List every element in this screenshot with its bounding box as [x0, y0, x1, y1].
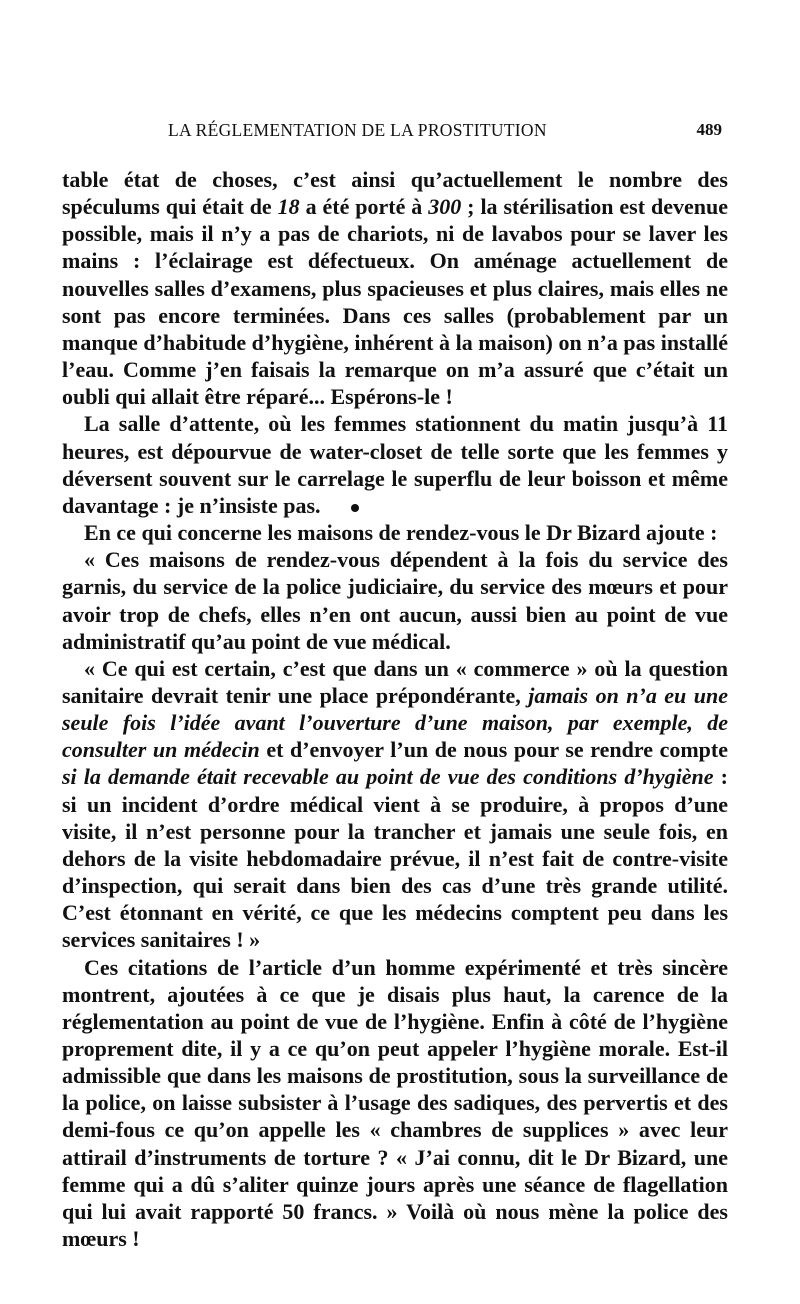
- page-number: 489: [696, 120, 722, 139]
- paragraph-5-text-c: : si un incident d’ordre médical vient à se produire, à propos d’une visite, il n’est personne pour la trancher et jamais une seule fois, en dehors de la visite hebdomadaire prévue, il n’est fait de contre-visite d’inspection, qui serait dans bien des cas d’une très grande utilité. C’est étonnant en vérité, ce que les médecins comptent peu dans les services sanitaires ! »: [62, 764, 728, 953]
- ink-dot: [351, 504, 359, 512]
- paragraph-2-text: La salle d’attente, où les femmes stationnent du matin jusqu’à 11 heures, est dépourvue de water-closet de telle sorte que les femmes y déversent souvent sur le carrelage le superflu de leur boisson et même davantage : je n’insiste pas.: [62, 411, 728, 518]
- paragraph-1-text-a: table état de choses, c’est ainsi qu’actuellement le nombre des spéculums qui était de: [62, 167, 728, 220]
- paragraph-5-italic-b: si la demande était recevable au point de vue des conditions d’hygiène: [62, 764, 714, 790]
- paragraph-5-text-a: « Ce qui est certain, c’est que dans un « commerce » où la question sanitaire devrait tenir une place prépondérante,: [62, 655, 728, 708]
- paragraph-1: [62, 166, 728, 410]
- paragraph-1-text-b: a été porté à: [299, 194, 429, 220]
- paragraph-1-number-b: 300: [428, 194, 462, 220]
- running-head: [62, 120, 722, 144]
- paragraph-1-text-c: ; la stérilisation est devenue possible, mais il n’y a pas de chariots, ni de lavabos pour se laver les mains : l’éclairage est défectueux. On aménage actuellement de nouvelles salles d’examens, plus spacieuses et plus claires, mais elles ne sont pas encore terminées. Dans ces salles (probablement par un manque d’habitude d’hygiène, inhérent à la maison) on n’a pas installé l’eau. Comme j’en faisais la remarque on m’a assuré que c’était un oubli qui allait être réparé... Espérons-le !: [62, 194, 728, 410]
- running-title: LA RÉGLEMENTATION DE LA PROSTITUTION: [168, 120, 547, 140]
- paragraph-5-text-b: et d’envoyer l’un de nous pour se rendre compte: [259, 737, 728, 763]
- paragraph-1-number-a: 18: [277, 194, 300, 220]
- paragraph-5-italic-a: jamais on n’a eu une seule fois l’idée avant l’ouverture d’une maison, par exemple, de consulter un médecin: [62, 682, 728, 763]
- paragraph-2: [62, 410, 728, 519]
- paragraph-6: Ces citations de l’article d’un homme expérimenté et très sincère montrent, ajoutées à ce que je disais plus haut, la carence de la réglementation au point de vue de l’hygiène. Enfin à côté de l’hygiène proprement dite, il y a ce qu’on peut appeler l’hygiène morale. Est-il admissible que dans les maisons de prostitution, sous la surveillance de la police, on laisse subsister à l’usage des sadiques, des pervertis et des demi-fous ce qu’on appelle les « chambres de supplices » avec leur attirail d’instruments de torture ? « J’ai connu, dit le Dr Bizard, une femme qui a dû s’aliter quinze jours après une séance de flagellation qui lui avait rapporté 50 francs. » Voilà où nous mène la police des mœurs !: [62, 954, 728, 1252]
- body-text: [62, 166, 728, 1252]
- paragraph-5: [62, 655, 728, 954]
- paragraph-4: « Ces maisons de rendez-vous dépendent à la fois du service des garnis, du service de la police judiciaire, du service des mœurs et pour avoir trop de chefs, elles n’en ont aucun, aussi bien au point de vue administratif qu’au point de vue médical.: [62, 547, 728, 654]
- paragraph-3: En ce qui concerne les maisons de rendez-vous le Dr Bizard ajoute :: [84, 520, 718, 546]
